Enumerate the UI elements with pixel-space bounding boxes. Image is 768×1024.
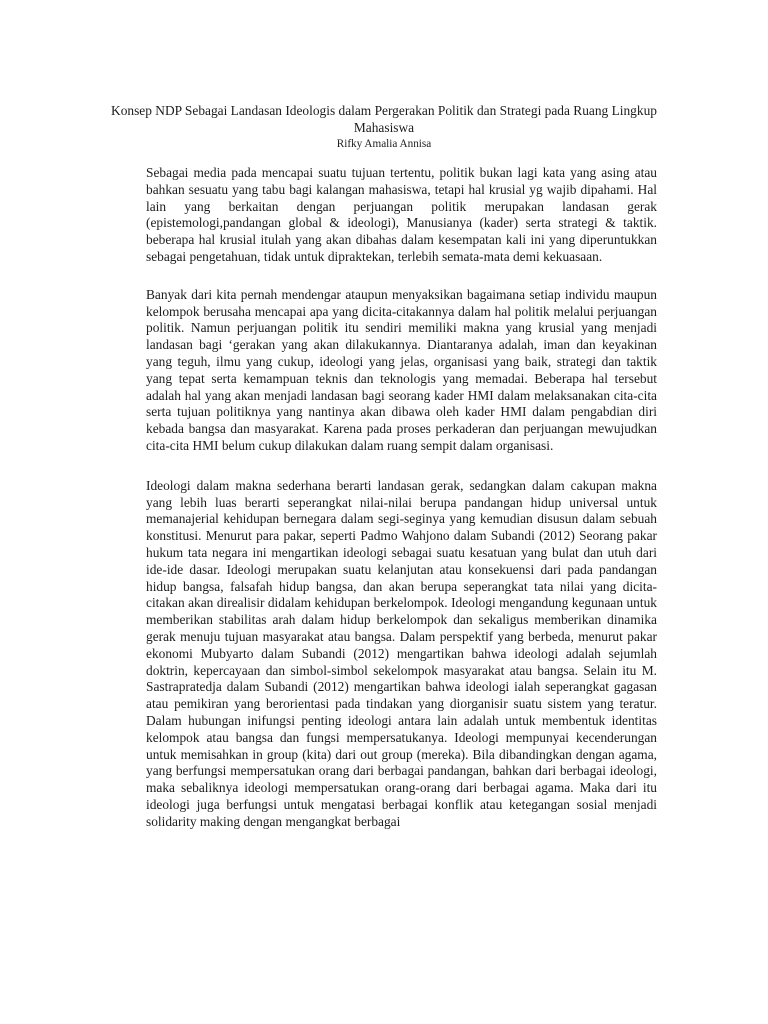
document-header: [110, 102, 658, 151]
document-author: Rifky Amalia Annisa: [336, 138, 432, 150]
paragraph: Ideologi dalam makna sederhana berarti landasan gerak, sedangkan dalam cakupan makna yang lebih luas berarti seperangkat nilai-nilai berupa pandangan hidup universal untuk memanajerial kehidupan bernegara dalam segi-seginya yang kemudian disusun dalam sebuah konstitusi. Menurut para pakar, seperti Padmo Wahjono dalam Subandi (2012) Seorang pakar hukum tata negara ini mengartikan ideologi sebagai suatu kesatuan yang bulat dan utuh dari ide-ide dasar. Ideologi merupakan suatu kelanjutan atau konsekuensi dari pada pandangan hidup bangsa, falsafah hidup bangsa, dan akan berupa seperangkat tata nilai yang dicita-citakan akan direalisir didalam kehidupan berkelompok. Ideologi mengandung kegunaan untuk memberikan stabilitas arah dalam hidup berkelompok dan sekaligus memberikan dinamika gerak menuju tujuan masyarakat atau bangsa. Dalam perspektif yang berbeda, menurut pakar ekonomi Mubyarto dalam Subandi (2012) mengartikan bahwa ideologi adalah sejumlah doktrin, kepercayaan dan simbol-simbol sekelompok masyarakat atau bangsa. Selain itu M. Sastrapratedja dalam Subandi (2012) mengartikan bahwa ideologi ialah seperangkat gagasan atau pemikiran yang berorientasi pada tindakan yang diorganisir suatu sistem yang teratur. Dalam hubungan inifungsi penting ideologi antara lain adalah untuk membentuk identitas kelompok atau bangsa dan fungsi mempersatukanya. Ideologi mempunyai kecenderungan untuk memisahkan in group (kita) dari out group (mereka). Bila dibandingkan dengan agama, yang berfungsi mempersatukan orang dari berbagai pandangan, bahkan dari berbagai ideologi, maka sebaliknya ideologi mempersatukan orang-orang dari berbagai agama. Maka dari itu ideologi juga berfungsi untuk mengatasi berbagai konflik atau ketegangan sosial menjadi solidarity making dengan mengangkat berbagai: [146, 477, 657, 829]
paragraph: Sebagai media pada mencapai suatu tujuan tertentu, politik bukan lagi kata yang asing atau bahkan sesuatu yang tabu bagi kalangan mahasiswa, tetapi hal krusial yg wajib dipahami. Hal lain yang berkaitan dengan perjuangan politik merupakan landasan gerak (epistemologi,pandangan global & ideologi), Manusianya (kader) serta strategi & taktik. beberapa hal krusial itulah yang akan dibahas dalam kesempatan kali ini yang diperuntukkan sebagai pengetahuan, tidak untuk dipraktekan, terlebih semata-mata demi kekuasaan.: [146, 165, 657, 264]
document-title: Konsep NDP Sebagai Landasan Ideologis dalam Pergerakan Politik dan Strategi pada Ruang Lingkup Mahasiswa: [111, 103, 657, 135]
document-body: [146, 165, 657, 830]
paragraph: Banyak dari kita pernah mendengar ataupun menyaksikan bagaimana setiap individu maupun kelompok berusaha mencapai apa yang dicita-citakannya dalam hal politik melalui perjuangan politik. Namun perjuangan politik itu sendiri memiliki makna yang krusial yang menjadi landasan bagi ‘gerakan yang akan dilakukannya. Diantaranya adalah, iman dan keyakinan yang teguh, ilmu yang cukup, ideologi yang jelas, organisasi yang baik, strategi dan taktik yang tepat serta kemampuan teknis dan teknologis yang memadai. Beberapa hal tersebut adalah hal yang akan menjadi landasan bagi seorang kader HMI dalam melaksanakan cita-cita serta tujuan politiknya yang nantinya akan dibawa oleh kader HMI dalam pengabdian diri kebada bangsa dan masyarakat. Karena pada proses perkaderan dan perjuangan mewujudkan cita-cita HMI belum cukup dilakukan dalam ruang sempit dalam organisasi.: [146, 286, 657, 453]
